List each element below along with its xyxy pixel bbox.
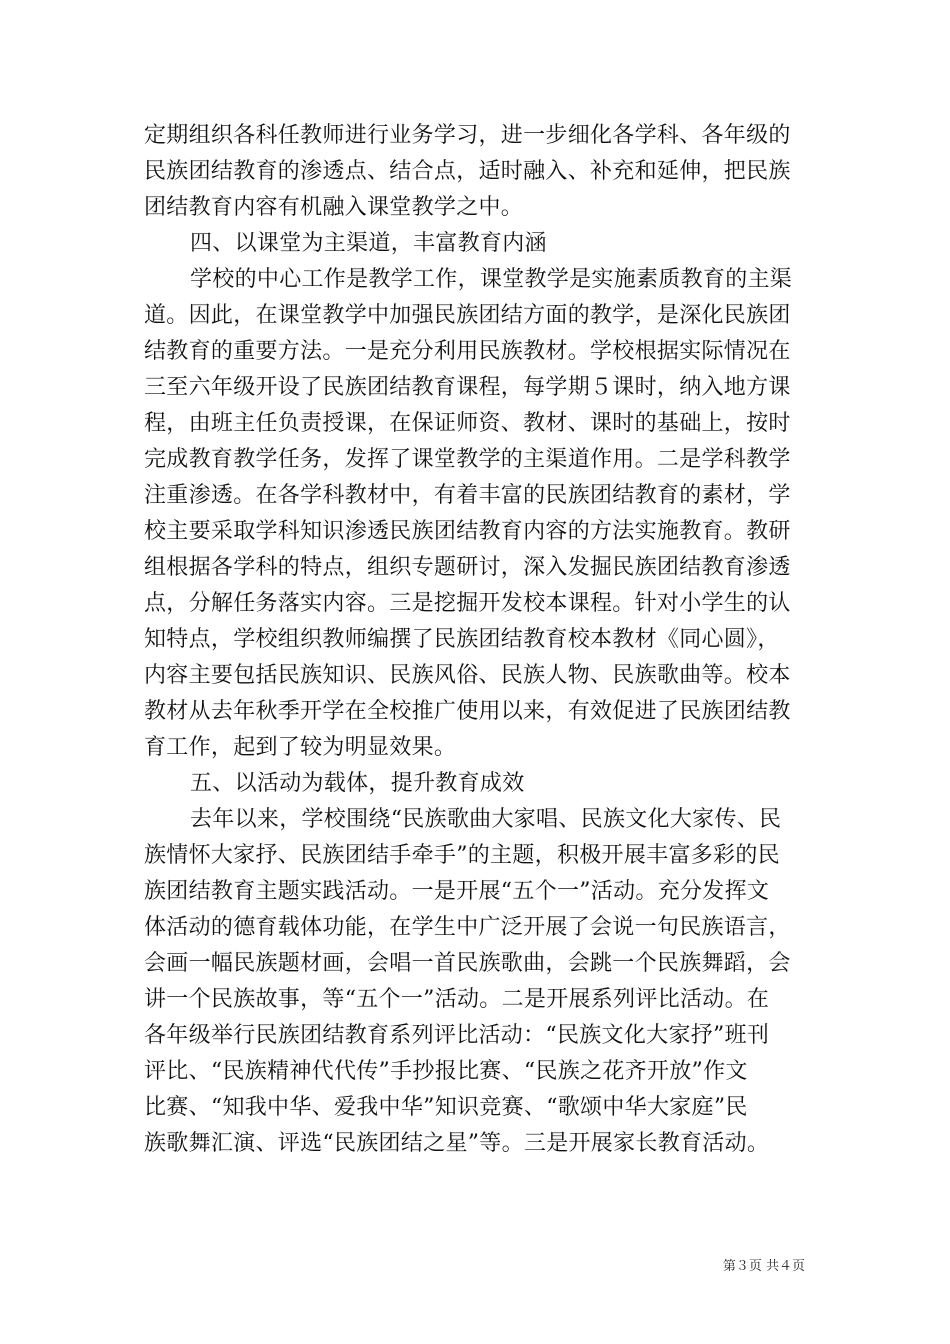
paragraph-line: 三至六年级开设了民族团结教育课程，每学期５课时，纳入地方课	[144, 375, 791, 400]
paragraph-line: 体活动的德育载体功能，在学生中广泛开展了会说一句民族语言，	[144, 915, 791, 940]
paragraph-line: 评比、“民族精神代代传”手抄报比赛、“民族之花齐开放”作文	[144, 1059, 748, 1084]
paragraph-line: 团结教育内容有机融入课堂教学之中。	[144, 195, 524, 220]
paragraph-line: 校主要采取学科知识渗透民族团结教育内容的方法实施教育。教研	[144, 519, 791, 544]
paragraph-line: 去年以来，学校围绕“民族歌曲大家唱、民族文化大家传、民	[190, 807, 782, 832]
paragraph-line: 完成教育教学任务，发挥了课堂教学的主渠道作用。二是学科教学	[144, 447, 791, 472]
section-heading: 四、以课堂为主渠道，丰富教育内涵	[190, 231, 547, 256]
paragraph-line: 会画一幅民族题材画，会唱一首民族歌曲，会跳一个民族舞蹈，会	[144, 951, 791, 976]
paragraph-line: 讲一个民族故事，等“五个一”活动。二是开展系列评比活动。在	[144, 987, 770, 1012]
paragraph-line: 点，分解任务落实内容。三是挖掘开发校本课程。针对小学生的认	[144, 591, 791, 616]
paragraph-line: 育工作，起到了较为明显效果。	[144, 735, 457, 760]
paragraph-line: 定期组织各科任教师进行业务学习，进一步细化各学科、各年级的	[144, 123, 791, 148]
paragraph-line: 知特点，学校组织教师编撰了民族团结教育校本教材《同心圆》，	[144, 627, 780, 652]
page-number: 第３页 共４页	[722, 1259, 805, 1274]
paragraph-line: 学校的中心工作是教学工作，课堂教学是实施素质教育的主渠	[190, 267, 793, 292]
paragraph-line: 道。因此，在课堂教学中加强民族团结方面的教学，是深化民族团	[144, 303, 791, 328]
paragraph-line: 族歌舞汇演、评选“民族团结之星”等。三是开展家长教育活动。	[144, 1131, 770, 1156]
paragraph-line: 各年级举行民族团结教育系列评比活动：“民族文化大家抒”班刊	[144, 1023, 770, 1048]
paragraph-line: 族情怀大家抒、民族团结手牵手”的主题，积极开展丰富多彩的民	[144, 843, 780, 868]
section-heading: 五、以活动为载体，提升教育成效	[190, 771, 525, 796]
paragraph-line: 组根据各学科的特点，组织专题研讨，深入发掘民族团结教育渗透	[144, 555, 791, 580]
paragraph-line: 注重渗透。在各学科教材中，有着丰富的民族团结教育的素材，学	[144, 483, 791, 508]
paragraph-line: 结教育的重要方法。一是充分利用民族教材。学校根据实际情况在	[144, 339, 791, 364]
paragraph-line: 民族团结教育的渗透点、结合点，适时融入、补充和延伸，把民族	[144, 159, 791, 184]
paragraph-line: 程，由班主任负责授课，在保证师资、教材、课时的基础上，按时	[144, 411, 791, 436]
paragraph-line: 族团结教育主题实践活动。一是开展“五个一”活动。充分发挥文	[144, 879, 770, 904]
paragraph-line: 比赛、“知我中华、爱我中华”知识竞赛、“歌颂中华大家庭”民	[144, 1095, 748, 1120]
paragraph-line: 内容主要包括民族知识、民族风俗、民族人物、民族歌曲等。校本	[144, 663, 791, 688]
paragraph-line: 教材从去年秋季开学在全校推广使用以来，有效促进了民族团结教	[144, 699, 791, 724]
